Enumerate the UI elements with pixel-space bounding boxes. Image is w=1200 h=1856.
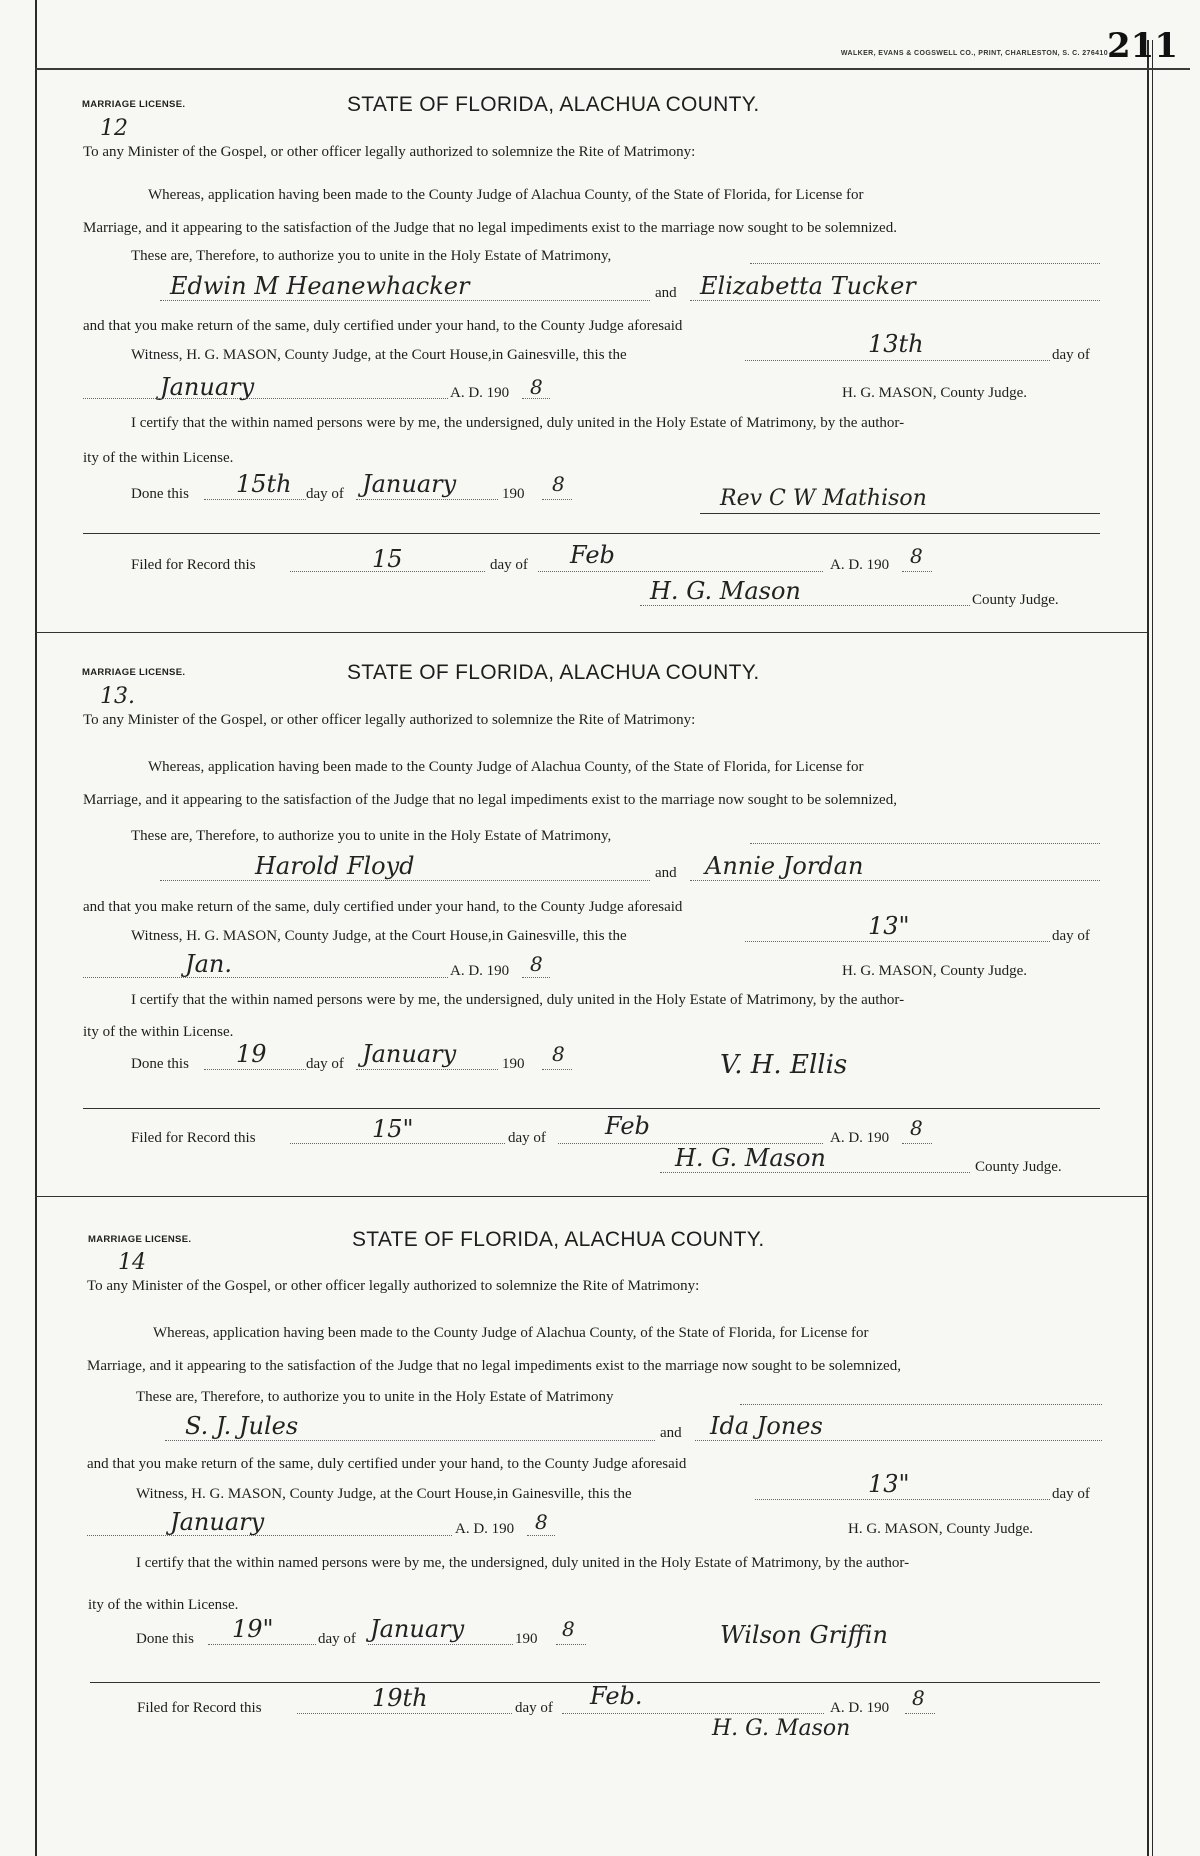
officiant-signature: V. H. Ellis (720, 1050, 848, 1080)
right-margin-line (1147, 40, 1149, 1856)
done-day: 19" (232, 1615, 274, 1643)
done-year: 8 (552, 1042, 565, 1066)
judge-signature-dotted (640, 605, 970, 606)
filed-day-dotted (290, 1143, 505, 1144)
done-day-dotted (204, 1069, 306, 1070)
filed-rule-top (83, 1108, 1100, 1109)
issue-ad: A. D. 190 (450, 385, 510, 401)
done-month-dotted (368, 1644, 513, 1645)
issue-day-dotted (745, 941, 1050, 942)
issue-month-dotted (83, 398, 448, 399)
done-label: Done this (131, 1056, 189, 1072)
return-line: and that you make return of the same, duly certified under your hand, to the County Judge aforesaid (83, 318, 683, 334)
marriage-line: Marriage, and it appearing to the satisfaction of the Judge that no legal impediments exist to the marriage now sought to be solemnized, (87, 1358, 901, 1374)
issue-day-of: day of (1052, 1486, 1090, 1502)
issue-day: 13" (868, 912, 910, 940)
license-separator (35, 1196, 1147, 1197)
filed-day: 15 (372, 545, 403, 573)
issue-day-of: day of (1052, 347, 1090, 363)
county-judge-label: County Judge. (972, 592, 1059, 608)
license-label: MARRIAGE LICENSE. (82, 667, 186, 678)
license-number: 13. (100, 684, 135, 709)
done-day-dotted (204, 499, 306, 500)
done-day-of: day of (306, 1056, 344, 1072)
judge-name: H. G. MASON, County Judge. (848, 1521, 1034, 1537)
done-year-dotted (542, 499, 572, 500)
done-day-of: day of (318, 1631, 356, 1647)
done-year: 8 (552, 472, 565, 496)
issue-month-dotted (87, 1535, 452, 1536)
filed-label: Filed for Record this (131, 1130, 256, 1146)
issue-month: Jan. (185, 950, 233, 978)
filed-month: Feb (605, 1112, 650, 1140)
done-month-dotted (356, 499, 498, 500)
done-year: 8 (562, 1617, 575, 1641)
issue-day: 13" (868, 1470, 910, 1498)
issue-month-dotted (83, 977, 448, 978)
groom-name: Harold Floyd (255, 852, 415, 880)
return-line: and that you make return of the same, duly certified under your hand, to the County Judge aforesaid (87, 1456, 687, 1472)
issue-day-dotted (745, 360, 1050, 361)
issue-year: 8 (530, 952, 543, 976)
and-label: and (655, 865, 677, 881)
these-dotted (750, 843, 1100, 844)
whereas-line: Whereas, application having been made to the County Judge of Alachua County, of the State of Florida, for License for (148, 187, 864, 203)
done-year-dotted (542, 1069, 572, 1070)
done-day: 15th (236, 470, 292, 498)
these-line: These are, Therefore, to authorize you to unite in the Holy Estate of Matrimony (136, 1389, 614, 1405)
officiant-signature: Wilson Griffin (720, 1621, 888, 1649)
return-line: and that you make return of the same, duly certified under your hand, to the County Judge aforesaid (83, 899, 683, 915)
filed-day: 19th (372, 1684, 428, 1712)
issue-month: January (160, 373, 255, 401)
done-month-dotted (356, 1069, 498, 1070)
ity-line: ity of the within License. (88, 1597, 239, 1613)
issue-year-dotted (527, 1535, 555, 1536)
filed-day-of: day of (515, 1700, 553, 1716)
address-line: To any Minister of the Gospel, or other officer legally authorized to solemnize the Rite of Matrimony: (83, 712, 696, 728)
right-margin-line-inner (1152, 40, 1153, 1856)
filed-rule-top (83, 533, 1100, 534)
whereas-line: Whereas, application having been made to the County Judge of Alachua County, of the State of Florida, for License for (148, 759, 864, 775)
issue-ad: A. D. 190 (450, 963, 510, 979)
witness-line: Witness, H. G. MASON, County Judge, at the Court House,in Gainesville, this the (136, 1486, 632, 1502)
groom-dotted (165, 1440, 655, 1441)
these-dotted (750, 263, 1100, 264)
page-number: 211 (1107, 26, 1178, 66)
license-label: MARRIAGE LICENSE. (82, 99, 186, 110)
printer-imprint: WALKER, EVANS & COGSWELL CO., PRINT, CHARLESTON, S. C. 276410 (840, 50, 1108, 57)
whereas-line: Whereas, application having been made to the County Judge of Alachua County, of the State of Florida, for License for (153, 1325, 869, 1341)
filed-ad: A. D. 190 (830, 557, 890, 573)
filed-year-dotted (905, 1713, 935, 1714)
ity-line: ity of the within License. (83, 1024, 234, 1040)
done-year-prefix: 190 (502, 1056, 525, 1072)
issue-year-dotted (522, 977, 550, 978)
judge-signature: H. G. Mason (650, 577, 801, 605)
groom-name: Edwin M Heanewhacker (170, 272, 470, 300)
filed-day-of: day of (508, 1130, 546, 1146)
license-number: 12 (100, 116, 128, 141)
filed-month: Feb (570, 541, 615, 569)
filed-label: Filed for Record this (137, 1700, 262, 1716)
these-line: These are, Therefore, to authorize you to unite in the Holy Estate of Matrimony, (131, 248, 612, 264)
issue-day-of: day of (1052, 928, 1090, 944)
bride-dotted (690, 880, 1100, 881)
judge-name: H. G. MASON, County Judge. (842, 963, 1028, 979)
marriage-line: Marriage, and it appearing to the satisfaction of the Judge that no legal impediments exist to the marriage now sought to be solemnized, (83, 792, 897, 808)
issue-month: January (170, 1508, 265, 1536)
filed-day-dotted (297, 1713, 512, 1714)
done-year-dotted (556, 1644, 586, 1645)
done-year-prefix: 190 (515, 1631, 538, 1647)
issue-year-dotted (522, 398, 550, 399)
and-label: and (660, 1425, 682, 1441)
judge-signature-dotted (660, 1172, 970, 1173)
license-title: STATE OF FLORIDA, ALACHUA COUNTY. (347, 93, 760, 116)
filed-year: 8 (910, 1116, 923, 1140)
done-label: Done this (131, 486, 189, 502)
bride-dotted (695, 1440, 1102, 1441)
and-label: and (655, 285, 677, 301)
judge-signature: H. G. Mason (675, 1144, 826, 1172)
filed-day: 15" (372, 1115, 414, 1143)
bride-name: Ida Jones (710, 1412, 823, 1440)
issue-year: 8 (535, 1510, 548, 1534)
filed-ad: A. D. 190 (830, 1130, 890, 1146)
filed-month: Feb. (590, 1682, 643, 1710)
top-border-line (35, 68, 1190, 70)
done-day-dotted (208, 1644, 316, 1645)
license-title: STATE OF FLORIDA, ALACHUA COUNTY. (352, 1228, 765, 1251)
issue-ad: A. D. 190 (455, 1521, 515, 1537)
done-month: January (370, 1615, 465, 1643)
issue-day-dotted (755, 1499, 1050, 1500)
issue-year: 8 (530, 375, 543, 399)
filed-day-of: day of (490, 557, 528, 573)
witness-line: Witness, H. G. MASON, County Judge, at the Court House,in Gainesville, this the (131, 347, 627, 363)
filed-day-dotted (290, 571, 485, 572)
groom-dotted (160, 880, 650, 881)
license-number: 14 (118, 1250, 146, 1275)
filed-month-dotted (538, 571, 823, 572)
bride-dotted (690, 300, 1100, 301)
done-year-prefix: 190 (502, 486, 525, 502)
these-dotted (740, 1404, 1102, 1405)
done-month: January (362, 1040, 457, 1068)
marriage-line: Marriage, and it appearing to the satisfaction of the Judge that no legal impediments exist to the marriage now sought to be solemnized. (83, 220, 897, 236)
done-label: Done this (136, 1631, 194, 1647)
done-day: 19 (236, 1040, 267, 1068)
certify-line: I certify that the within named persons were by me, the undersigned, duly united in the Holy Estate of Matrimony, by the author- (136, 1555, 910, 1571)
filed-label: Filed for Record this (131, 557, 256, 573)
certify-line: I certify that the within named persons were by me, the undersigned, duly united in the Holy Estate of Matrimony, by the author- (131, 415, 905, 431)
license-label: MARRIAGE LICENSE. (88, 1234, 192, 1245)
address-line: To any Minister of the Gospel, or other officer legally authorized to solemnize the Rite of Matrimony: (83, 144, 696, 160)
license-separator (35, 632, 1147, 633)
judge-signature: H. G. Mason (712, 1716, 851, 1741)
these-line: These are, Therefore, to authorize you to unite in the Holy Estate of Matrimony, (131, 828, 612, 844)
certify-line: I certify that the within named persons were by me, the undersigned, duly united in the Holy Estate of Matrimony, by the author- (131, 992, 905, 1008)
filed-year: 8 (912, 1686, 925, 1710)
bride-name: Annie Jordan (705, 852, 864, 880)
bride-name: Elizabetta Tucker (700, 272, 916, 300)
done-day-of: day of (306, 486, 344, 502)
license-title: STATE OF FLORIDA, ALACHUA COUNTY. (347, 661, 760, 684)
filed-ad: A. D. 190 (830, 1700, 890, 1716)
ity-line: ity of the within License. (83, 450, 234, 466)
filed-year: 8 (910, 544, 923, 568)
judge-name: H. G. MASON, County Judge. (842, 385, 1028, 401)
filed-year-dotted (902, 1143, 932, 1144)
filed-month-dotted (562, 1713, 824, 1714)
filed-year-dotted (902, 571, 932, 572)
issue-day: 13th (868, 330, 924, 358)
officiant-rule (700, 513, 1100, 514)
done-month: January (362, 470, 457, 498)
groom-name: S. J. Jules (185, 1412, 299, 1440)
groom-dotted (160, 300, 650, 301)
address-line: To any Minister of the Gospel, or other officer legally authorized to solemnize the Rite of Matrimony: (87, 1278, 700, 1294)
witness-line: Witness, H. G. MASON, County Judge, at the Court House,in Gainesville, this the (131, 928, 627, 944)
officiant-signature: Rev C W Mathison (720, 486, 927, 511)
county-judge-label: County Judge. (975, 1159, 1062, 1175)
left-margin-line (35, 0, 37, 1856)
